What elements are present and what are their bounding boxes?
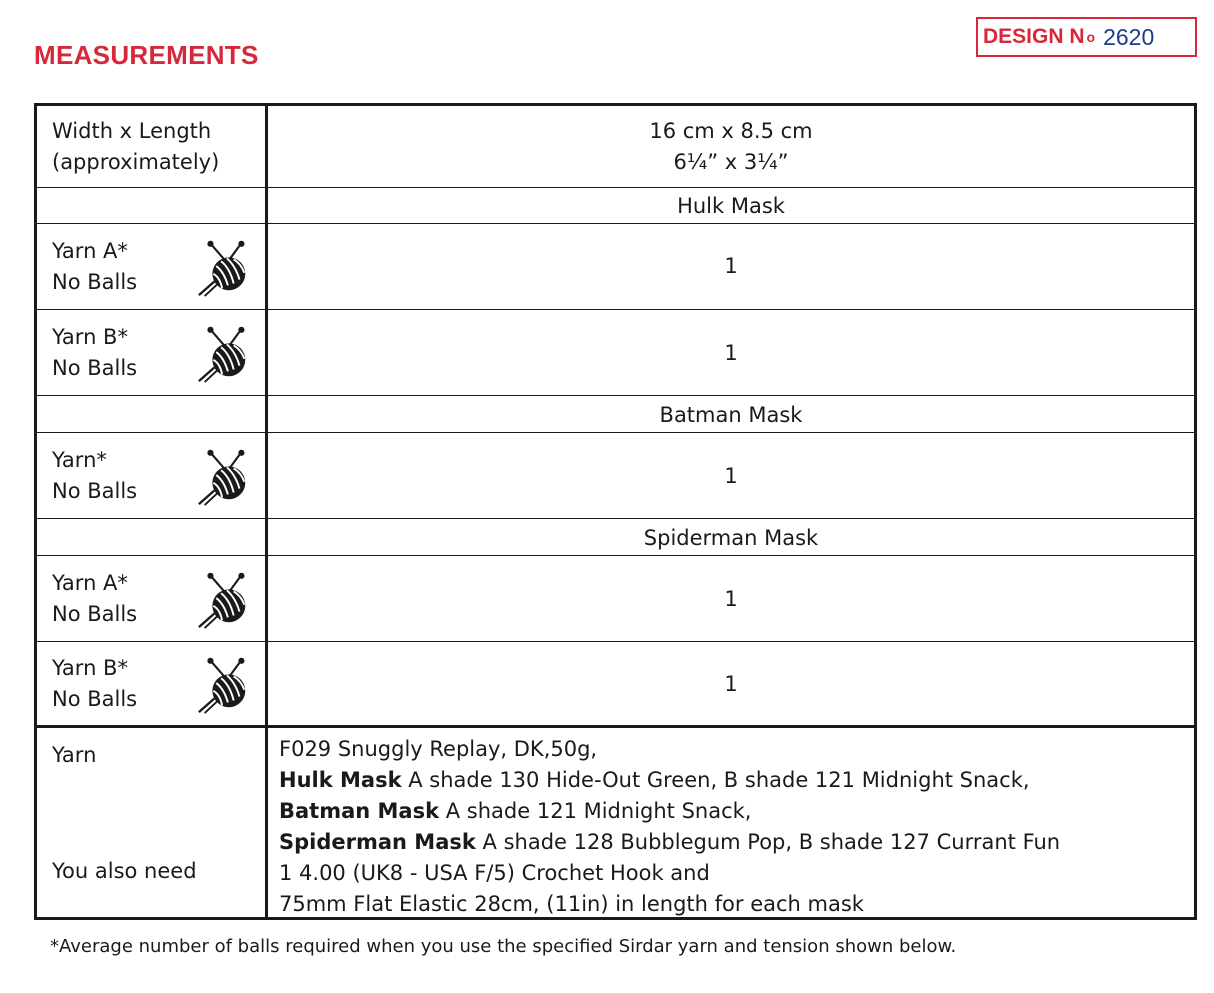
row-label: Yarn A* xyxy=(52,239,128,263)
size-label-line1: Width x Length xyxy=(52,119,212,143)
measurements-table xyxy=(34,103,1197,920)
size-metric: 16 cm x 8.5 cm xyxy=(649,119,813,143)
hulk-yarn-b-value: 1 xyxy=(724,341,738,365)
yarn-ball-icon xyxy=(195,325,253,383)
yarn-label: Yarn xyxy=(52,743,97,767)
hulk-heading: Hulk Mask xyxy=(279,768,402,792)
yarn-line-spiderman xyxy=(279,827,1060,858)
spiderman-yarn-b-label xyxy=(52,653,137,715)
also-need-label: You also need xyxy=(52,859,197,883)
row-divider xyxy=(37,432,1194,433)
batman-shades: A shade 121 Midnight Snack, xyxy=(445,799,752,823)
design-label: DESIGN N xyxy=(983,25,1085,48)
size-imperial: 6¼” x 3¼” xyxy=(673,150,789,174)
hulk-yarn-a-value: 1 xyxy=(724,254,738,278)
spiderman-yarn-a-value: 1 xyxy=(724,587,738,611)
design-label-sup: o xyxy=(1086,29,1096,45)
row-divider xyxy=(37,223,1194,224)
yarn-line-batman xyxy=(279,796,1060,827)
elastic-line: 75mm Flat Elastic 28cm, (11in) in length for each mask xyxy=(279,892,864,916)
size-label-line2: (approximately) xyxy=(52,150,220,174)
row-label: Yarn B* xyxy=(52,656,128,680)
batman-heading: Batman Mask xyxy=(279,799,440,823)
yarn-line-hulk xyxy=(279,765,1060,796)
spiderman-heading: Spiderman Mask xyxy=(279,830,476,854)
yarn-line: F029 Snuggly Replay, DK,50g, xyxy=(279,737,598,761)
yarn-ball-icon xyxy=(195,656,253,714)
section-batman: Batman Mask xyxy=(659,403,803,427)
yarn-details xyxy=(279,734,1060,920)
column-divider xyxy=(265,106,268,917)
row-sublabel: No Balls xyxy=(52,687,138,711)
batman-yarn-value: 1 xyxy=(724,464,738,488)
size-label xyxy=(52,116,219,178)
row-divider xyxy=(37,725,1194,728)
row-divider xyxy=(37,518,1194,519)
section-spiderman: Spiderman Mask xyxy=(643,526,819,550)
hulk-yarn-b-label xyxy=(52,322,137,384)
row-divider xyxy=(37,555,1194,556)
design-number-box xyxy=(976,17,1197,57)
batman-yarn-label xyxy=(52,445,137,507)
row-sublabel: No Balls xyxy=(52,602,138,626)
row-label: Yarn* xyxy=(52,448,107,472)
row-divider xyxy=(37,309,1194,310)
yarn-ball-icon xyxy=(195,448,253,506)
row-divider xyxy=(37,187,1194,188)
hook-line: 1 4.00 (UK8 - USA F/5) Crochet Hook and xyxy=(279,861,710,885)
row-divider xyxy=(37,395,1194,396)
design-number: 2620 xyxy=(1103,23,1155,50)
yarn-ball-icon xyxy=(195,571,253,629)
footnote: *Average number of balls required when you use the specified Sirdar yarn and tension shown below. xyxy=(50,936,957,957)
spiderman-yarn-b-value: 1 xyxy=(724,672,738,696)
yarn-ball-icon xyxy=(195,239,253,297)
row-divider xyxy=(37,641,1194,642)
row-sublabel: No Balls xyxy=(52,479,138,503)
page-title: MEASUREMENTS xyxy=(34,40,259,70)
row-label: Yarn A* xyxy=(52,571,128,595)
row-sublabel: No Balls xyxy=(52,270,138,294)
size-value xyxy=(268,116,1194,178)
row-label: Yarn B* xyxy=(52,325,128,349)
hulk-yarn-a-label xyxy=(52,236,137,298)
spiderman-shades: A shade 128 Bubblegum Pop, B shade 127 Currant Fun xyxy=(482,830,1061,854)
row-sublabel: No Balls xyxy=(52,356,138,380)
section-hulk: Hulk Mask xyxy=(677,194,785,218)
spiderman-yarn-a-label xyxy=(52,568,137,630)
hulk-shades: A shade 130 Hide-Out Green, B shade 121 Midnight Snack, xyxy=(408,768,1030,792)
